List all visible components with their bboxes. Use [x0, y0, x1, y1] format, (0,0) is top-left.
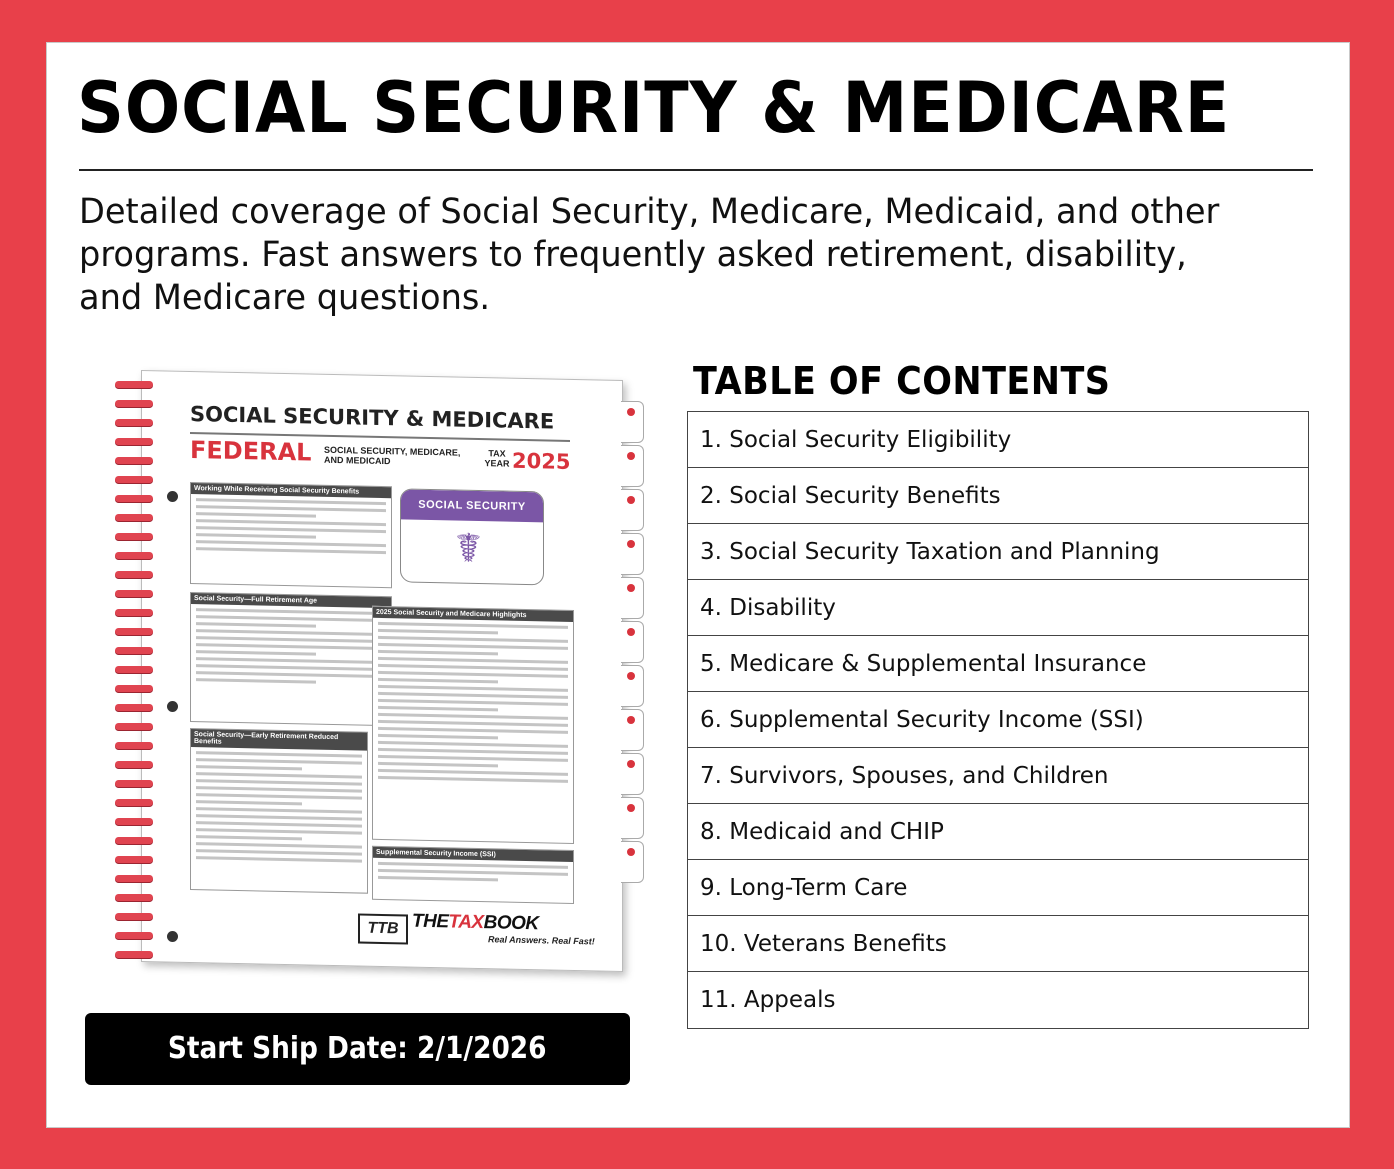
toc-item: 9. Long-Term Care [688, 860, 1308, 916]
book-jurisdiction: FEDERAL [190, 435, 312, 467]
book-table-fra-heading: Social Security—Full Retirement Age [191, 593, 391, 608]
book-title: SOCIAL SECURITY & MEDICARE [190, 401, 555, 434]
toc-item: 5. Medicare & Supplemental Insurance [688, 636, 1308, 692]
toc-item: 4. Disability [688, 580, 1308, 636]
toc-item: 10. Veterans Benefits [688, 916, 1308, 972]
logo-wordmark-mid: TAX [448, 911, 484, 934]
toc-item: 3. Social Security Taxation and Planning [688, 524, 1308, 580]
toc-item: 8. Medicaid and CHIP [688, 804, 1308, 860]
logo-wordmark-post: BOOK [483, 912, 539, 935]
logo-tagline: Real Answers. Real Fast! [488, 934, 595, 947]
ship-date-label: Start Ship Date: 2/1/2026 [168, 1031, 547, 1066]
book-table-highlights [372, 606, 574, 844]
toc-title: TABLE OF CONTENTS [693, 359, 1111, 403]
page-title: SOCIAL SECURITY & MEDICARE [77, 67, 1231, 149]
book-cover-image [109, 371, 669, 971]
book-index-tabs [621, 401, 645, 901]
badge-label: SOCIAL SECURITY [401, 489, 543, 522]
spiral-binding [115, 381, 155, 961]
book-table-ssi-heading: Supplemental Security Income (SSI) [373, 847, 573, 862]
toc-item: 2. Social Security Benefits [688, 468, 1308, 524]
book-table-working [190, 482, 392, 588]
toc-item: 6. Supplemental Security Income (SSI) [688, 692, 1308, 748]
book-table-ssi [372, 846, 574, 904]
social-security-badge [400, 488, 544, 585]
book-table-highlights-heading: 2025 Social Security and Medicare Highlights [373, 607, 573, 622]
toc-item: 11. Appeals [700, 987, 836, 1013]
content-panel [46, 42, 1350, 1128]
book-subtitle: SOCIAL SECURITY, MEDICARE, AND MEDICAID [324, 444, 461, 467]
book-table-early-heading: Social Security—Early Retirement Reduced Benefits [191, 729, 367, 751]
logo-wordmark-pre: THE [412, 910, 449, 933]
book-table-fra [190, 592, 392, 726]
book-year: 2025 [512, 448, 571, 474]
book-table-working-heading: Working While Receiving Social Security Benefits [191, 483, 391, 498]
title-divider [79, 169, 1313, 171]
book-tax-year-label: TAX YEAR [484, 448, 510, 469]
start-ship-date-banner [85, 1013, 630, 1085]
book-page [141, 370, 623, 972]
toc-table [687, 411, 1309, 1029]
toc-item: 7. Survivors, Spouses, and Children [688, 748, 1308, 804]
toc-item: 1. Social Security Eligibility [688, 412, 1308, 468]
caduceus-icon: ☤ [455, 526, 482, 572]
book-table-early [190, 728, 368, 894]
the-tax-book-logo [358, 909, 595, 948]
page-description: Detailed coverage of Social Security, Medicare, Medicaid, and other programs. Fast answers to frequently asked retirement, disability, and Medicare questions. [79, 192, 1220, 318]
ttb-logo-mark: TTB [358, 913, 408, 944]
logo-wordmark [412, 911, 539, 936]
